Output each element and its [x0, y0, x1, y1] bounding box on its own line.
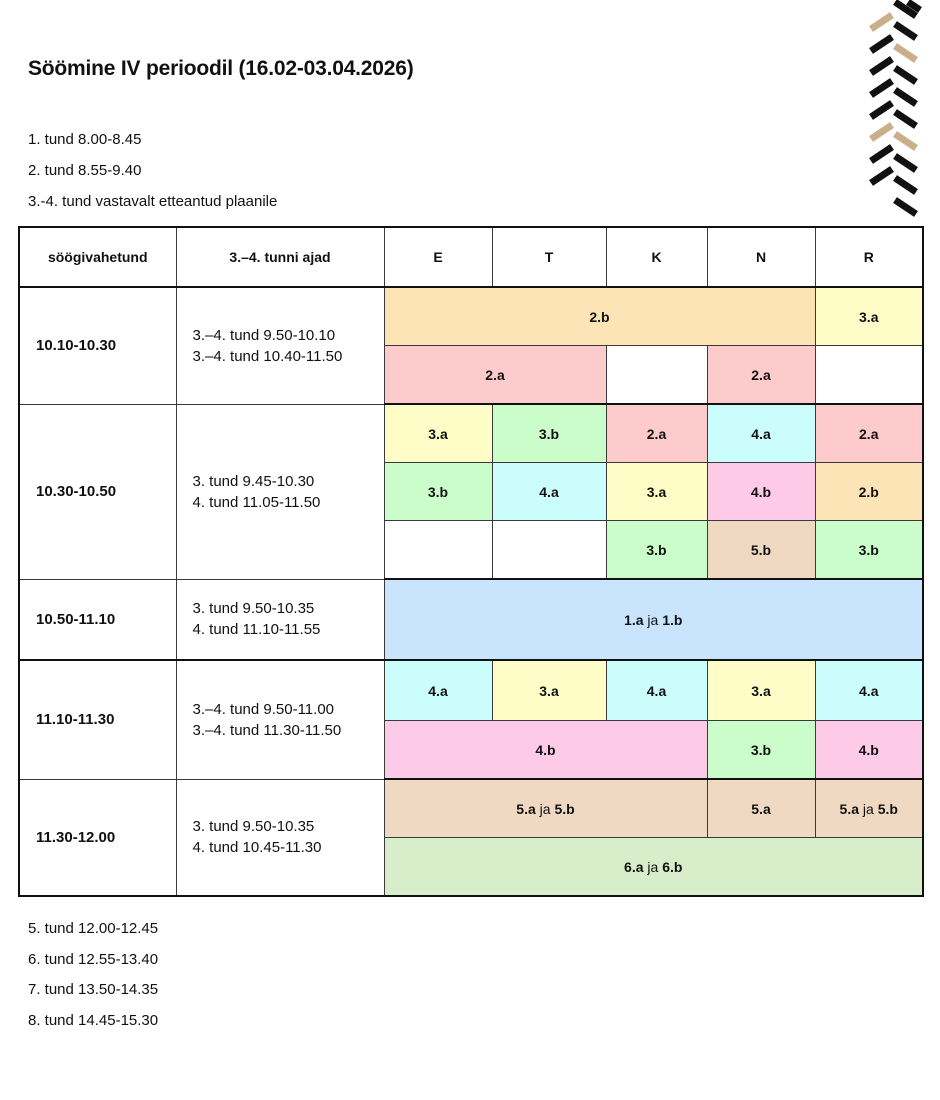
- conjunction-label: ja: [647, 858, 659, 875]
- lesson-time-line: 3. tund 9.50-10.35: [192, 600, 315, 618]
- lesson-time-line: 3. tund 9.50-10.35: [192, 818, 315, 836]
- lesson-time-line: 3.–4. tund 9.50-11.00: [192, 700, 335, 718]
- conjunction-label: ja: [862, 800, 874, 817]
- class-cell: 5.b: [707, 521, 815, 580]
- lesson-times-cell: [176, 287, 384, 404]
- class-cell: 3.a: [707, 660, 815, 721]
- class-cell: 4.a: [606, 660, 707, 721]
- empty-cell: [815, 346, 923, 405]
- meal-break-time: 10.50-11.10: [19, 579, 176, 660]
- class-cell: 3.b: [815, 521, 923, 580]
- lesson-time-line: 3.–4. tund 10.40-11.50: [192, 347, 343, 365]
- lesson-time-5: 5. tund 12.00-12.45: [28, 920, 159, 937]
- lesson-time-8: 8. tund 14.45-15.30: [28, 1011, 159, 1029]
- meal-break-time: 10.10-10.30: [19, 287, 176, 404]
- class-label: 5.a: [839, 800, 860, 817]
- lesson-time-line: 3.–4. tund 11.30-11.50: [192, 721, 342, 739]
- lesson-times-cell: [176, 660, 384, 779]
- lesson-time-line: 3. tund 9.45-10.30: [192, 472, 315, 490]
- lesson-time-7: 7. tund 13.50-14.35: [28, 981, 159, 998]
- class-cell: 4.a: [492, 463, 606, 521]
- table-header-row: [19, 227, 923, 287]
- class-cell: 3.a: [815, 287, 923, 346]
- class-cell: [384, 579, 923, 660]
- lesson-times-before: [28, 124, 277, 217]
- class-label: 5.b: [554, 800, 575, 817]
- class-label: 1.b: [662, 611, 683, 628]
- lesson-time-6: 6. tund 12.55-13.40: [28, 950, 159, 968]
- lesson-time-3-4: 3.-4. tund vastavalt etteantud plaanile: [28, 193, 278, 210]
- class-cell: 2.a: [707, 346, 815, 405]
- class-cell: [384, 779, 707, 838]
- meal-break-time: 10.30-10.50: [19, 404, 176, 579]
- class-cell: 3.b: [492, 404, 606, 463]
- class-label: 5.b: [877, 800, 898, 817]
- class-label: 1.a: [624, 611, 644, 628]
- table-row: [19, 404, 923, 463]
- lesson-times-cell: [176, 579, 384, 660]
- class-cell: 3.a: [384, 404, 492, 463]
- class-cell: 2.a: [606, 404, 707, 463]
- class-cell: 2.a: [384, 346, 606, 405]
- header-day-e: E: [384, 227, 492, 287]
- lesson-time-2: 2. tund 8.55-9.40: [28, 162, 142, 179]
- class-cell: 3.a: [492, 660, 606, 721]
- table-row: [19, 660, 923, 721]
- conjunction-label: ja: [539, 800, 551, 817]
- chevron-pattern-decoration-icon: [868, 0, 924, 222]
- empty-cell: [606, 346, 707, 405]
- class-cell: 4.b: [384, 721, 707, 780]
- header-day-t: T: [492, 227, 606, 287]
- lesson-time-1: 1. tund 8.00-8.45: [28, 131, 142, 148]
- conjunction-label: ja: [647, 611, 659, 628]
- page-title: Söömine IV perioodil (16.02-03.04.2026): [28, 57, 414, 80]
- class-cell: 2.b: [384, 287, 815, 346]
- class-cell: 4.b: [707, 463, 815, 521]
- header-day-k: K: [606, 227, 707, 287]
- table-row: [19, 579, 923, 660]
- class-label: 6.b: [662, 858, 683, 875]
- meal-break-time: 11.30-12.00: [19, 779, 176, 896]
- header-day-n: N: [707, 227, 815, 287]
- empty-cell: [384, 521, 492, 580]
- header-lesson-times: 3.–4. tunni ajad: [176, 227, 384, 287]
- class-cell: 2.b: [815, 463, 923, 521]
- lesson-times-cell: [176, 404, 384, 579]
- class-cell: 4.a: [815, 660, 923, 721]
- header-day-r: R: [815, 227, 923, 287]
- lesson-time-line: 3.–4. tund 9.50-10.10: [192, 326, 336, 344]
- lesson-times-cell: [176, 779, 384, 896]
- class-cell: 5.a: [707, 779, 815, 838]
- class-label: 6.a: [624, 858, 644, 875]
- meal-break-time: 11.10-11.30: [19, 660, 176, 779]
- class-cell: 4.a: [707, 404, 815, 463]
- lesson-time-line: 4. tund 11.05-11.50: [192, 493, 321, 511]
- class-cell: 3.a: [606, 463, 707, 521]
- lesson-time-line: 4. tund 11.10-11.55: [192, 621, 321, 639]
- table-row: [19, 779, 923, 838]
- class-cell: 3.b: [606, 521, 707, 580]
- class-cell: 3.b: [707, 721, 815, 780]
- lesson-times-after: [28, 914, 158, 1036]
- class-cell: [384, 838, 923, 897]
- header-meal-break: söögivahetund: [19, 227, 176, 287]
- lesson-time-line: 4. tund 10.45-11.30: [192, 839, 322, 857]
- class-cell: 2.a: [815, 404, 923, 463]
- class-cell: 4.b: [815, 721, 923, 780]
- class-cell: 4.a: [384, 660, 492, 721]
- table-row: [19, 287, 923, 346]
- empty-cell: [492, 521, 606, 580]
- class-cell: 3.b: [384, 463, 492, 521]
- class-cell: [815, 779, 923, 838]
- meal-schedule-table: [18, 226, 924, 897]
- class-label: 5.a: [516, 800, 536, 817]
